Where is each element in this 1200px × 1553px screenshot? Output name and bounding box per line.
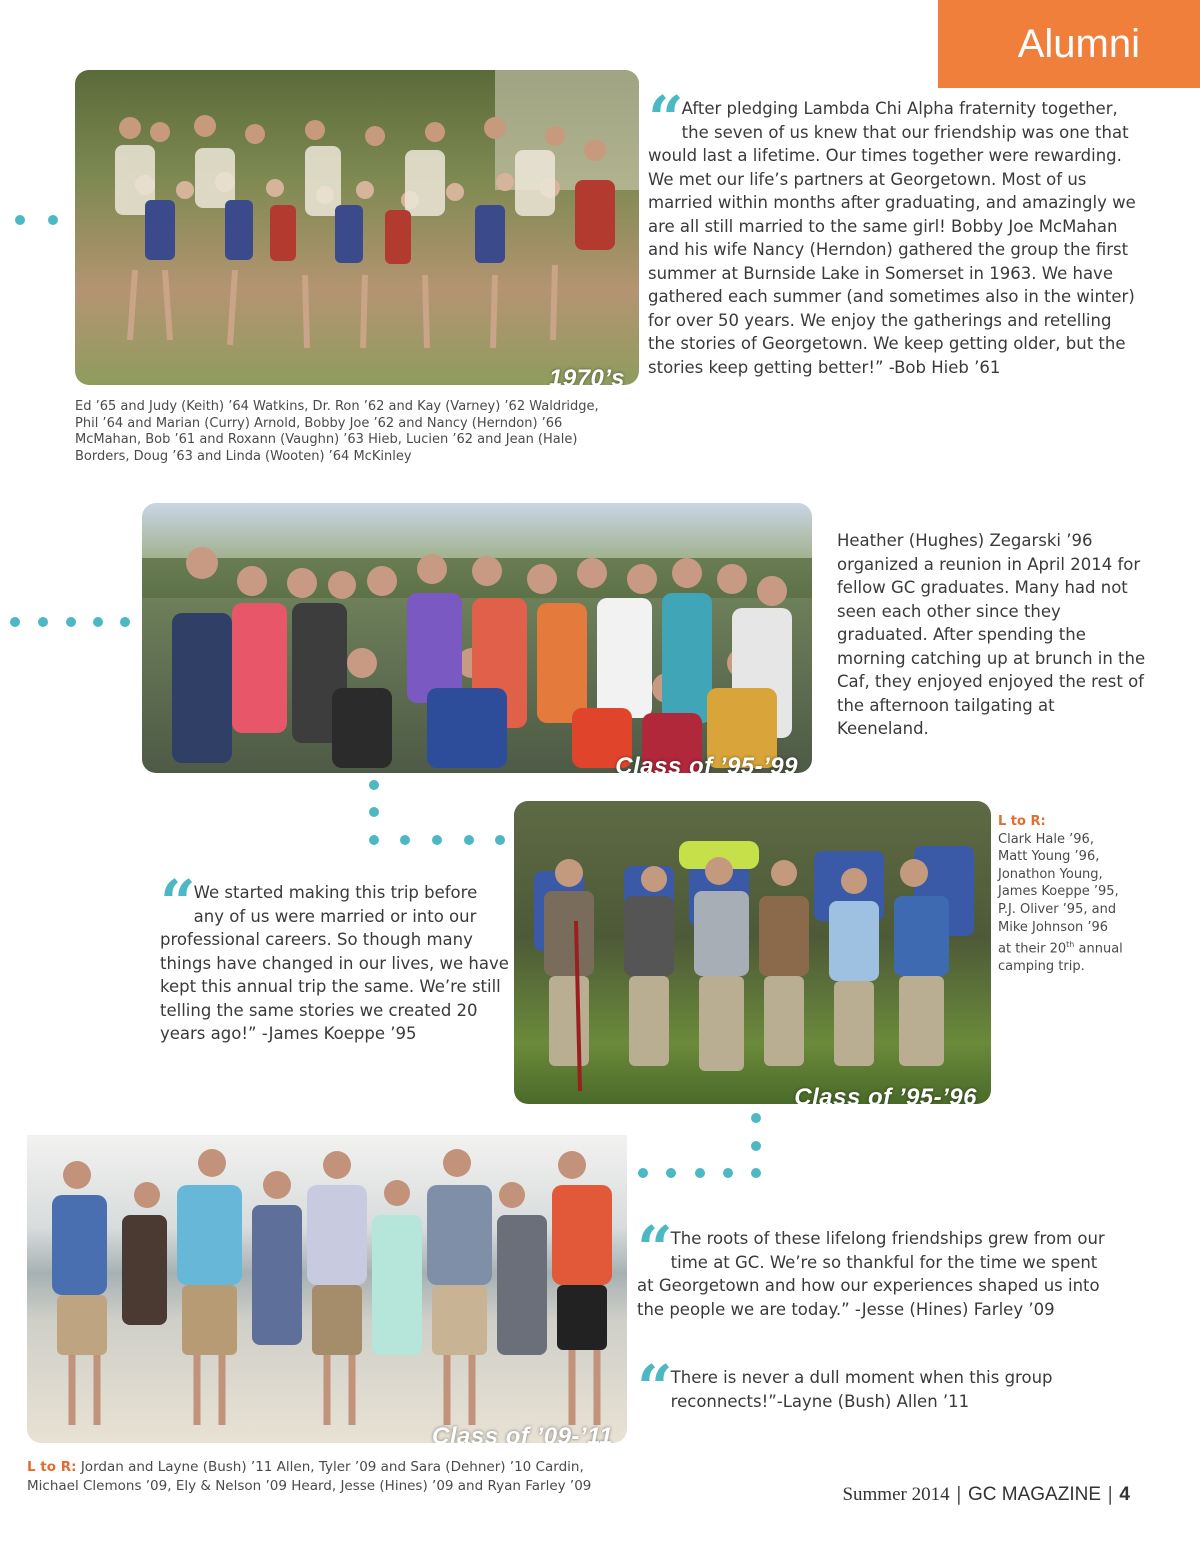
caption-names: Jordan and Layne (Bush) ’11 Allen, Tyler ’09 and Sara (Dehner) ’10 Cardin, Michael Clemons ’09, Ely & Nelson ’09 Heard, Jesse (Hines) ’09 and Ryan Farley ’09 <box>27 1459 592 1494</box>
caption-prefix: L to R: <box>27 1459 77 1475</box>
caption-fragment: annual <box>1074 941 1123 957</box>
quote-james-koeppe <box>160 866 510 1046</box>
quote-mark-icon: “ <box>648 82 678 155</box>
group-photo-icon <box>27 1135 627 1443</box>
caption-line: Matt Young ’96, <box>998 849 1100 865</box>
photo-class-95-96 <box>514 801 991 1104</box>
caption-line: Mike Johnson ’96 <box>998 919 1109 935</box>
connector-dot <box>464 835 474 845</box>
connector-dot <box>751 1168 761 1178</box>
quote-jesse-farley-text: The roots of these lifelong friendships grew from our time at GC. We’re so thankful for the time we spent at Georgetown and how our experiences shaped us into the people we are today.” -Jesse (Hines) Farley ’09 <box>637 1229 1105 1319</box>
photo-class-95-99 <box>142 503 812 773</box>
caption-class-09-11 <box>27 1458 627 1496</box>
connector-dot <box>369 780 379 790</box>
connector-dot <box>638 1168 648 1178</box>
footer-magazine-title: GC MAGAZINE <box>968 1484 1102 1505</box>
photo-class-95-99-label: Class of ’95-’99 <box>615 753 798 773</box>
group-photo-icon <box>142 503 812 773</box>
footer-separator: | <box>1107 1483 1114 1505</box>
photo-class-95-96-label: Class of ’95-’96 <box>794 1084 977 1104</box>
connector-dot <box>751 1113 761 1123</box>
connector-dot <box>695 1168 705 1178</box>
caption-line: P.J. Oliver ’95, and <box>998 901 1117 917</box>
caption-fragment: at their 20 <box>998 941 1067 957</box>
caption-line <box>998 936 1158 958</box>
photo-1970s <box>75 70 639 385</box>
quote-layne-allen <box>637 1351 1057 1424</box>
quote-james-koeppe-text: We started making this trip before any of us were married or into our professional careers. So though many things have changed in our lives, we have kept this annual trip the same. We’re still telling the same stories we created 20 years ago!” -James Koeppe ’95 <box>160 883 509 1043</box>
connector-dot <box>432 835 442 845</box>
connector-dot <box>15 215 25 225</box>
quote-layne-allen-text: There is never a dull moment when this group reconnects!”-Layne (Bush) Allen ’11 <box>670 1368 1053 1411</box>
connector-dot <box>369 835 379 845</box>
photo-class-09-11 <box>27 1135 627 1443</box>
caption-1970s: Ed ’65 and Judy (Keith) ’64 Watkins, Dr. Ron ’62 and Kay (Varney) ’62 Waldridge, Phil ’64 and Marian (Curry) Arnold, Bobby Joe ’62 and Nancy (Herndon) ’66 McMahan, Bob ’61 and Roxann (Vaughn) ’63 Hieb, Lucien ’62 and Jean (Hale) Borders, Doug ’63 and Linda (Wooten) ’64 McKinley <box>75 399 599 464</box>
connector-dot <box>751 1141 761 1151</box>
caption-prefix: L to R: <box>998 814 1046 829</box>
photo-1970s-label: 1970’s <box>549 365 625 385</box>
quote-jesse-farley <box>637 1212 1117 1321</box>
connector-dot <box>93 617 103 627</box>
caption-line: Clark Hale ’96, <box>998 831 1094 847</box>
quote-bob-hieb-text: After pledging Lambda Chi Alpha fraternity together, the seven of us knew that our friendship was one that would last a lifetime. Our times together were rewarding. We met our life’s partners at Georgetown. Most of us married within months after graduating, and amazingly we are all still married to the same girl! Bobby Joe McMahan and his wife Nancy (Herndon) gathered the group the first summer at Burnside Lake in Somerset in 1963. We have gathered each summer (and sometimes also in the winter) for over 50 years. We enjoy the gatherings and retelling the stories of Georgetown. We keep getting older, but the stories keep getting better!” -Bob Hieb ’61 <box>648 99 1136 377</box>
connector-dot <box>369 807 379 817</box>
connector-dot <box>10 617 20 627</box>
connector-dot <box>723 1168 733 1178</box>
footer-season: Summer 2014 <box>842 1484 950 1505</box>
group-photo-icon <box>514 801 991 1104</box>
quote-mark-icon: “ <box>637 1351 667 1424</box>
caption-line: Jonathon Young, <box>998 866 1103 882</box>
connector-dot <box>66 617 76 627</box>
quote-mark-icon: “ <box>637 1212 667 1285</box>
connector-dot <box>400 835 410 845</box>
connector-dot <box>38 617 48 627</box>
quote-mark-icon: “ <box>160 866 190 939</box>
connector-dot <box>120 617 130 627</box>
caption-superscript: th <box>1066 940 1075 950</box>
page-footer <box>842 1483 1130 1506</box>
section-tab-alumni <box>938 0 1200 88</box>
connector-dot <box>666 1168 676 1178</box>
caption-camping-trip <box>998 813 1158 976</box>
group-photo-icon <box>75 70 639 385</box>
connector-dot <box>48 215 58 225</box>
caption-line: camping trip. <box>998 959 1085 975</box>
quote-bob-hieb <box>648 82 1138 379</box>
photo-class-09-11-label: Class of ’09-’11 <box>432 1423 613 1443</box>
page-number: 4 <box>1119 1484 1130 1505</box>
paragraph-heather-reunion: Heather (Hughes) Zegarski ’96 organized a reunion in April 2014 for fellow GC graduates. Many had not seen each other since they graduated. After spending the morning catching up at brunch in the Caf, they enjoyed enjoyed the rest of the afternoon tailgating at Keeneland. <box>837 531 1146 738</box>
footer-separator: | <box>955 1483 962 1505</box>
caption-line: James Koeppe ’95, <box>998 884 1119 900</box>
connector-dot <box>495 835 505 845</box>
section-tab-label: Alumni <box>1017 21 1140 66</box>
